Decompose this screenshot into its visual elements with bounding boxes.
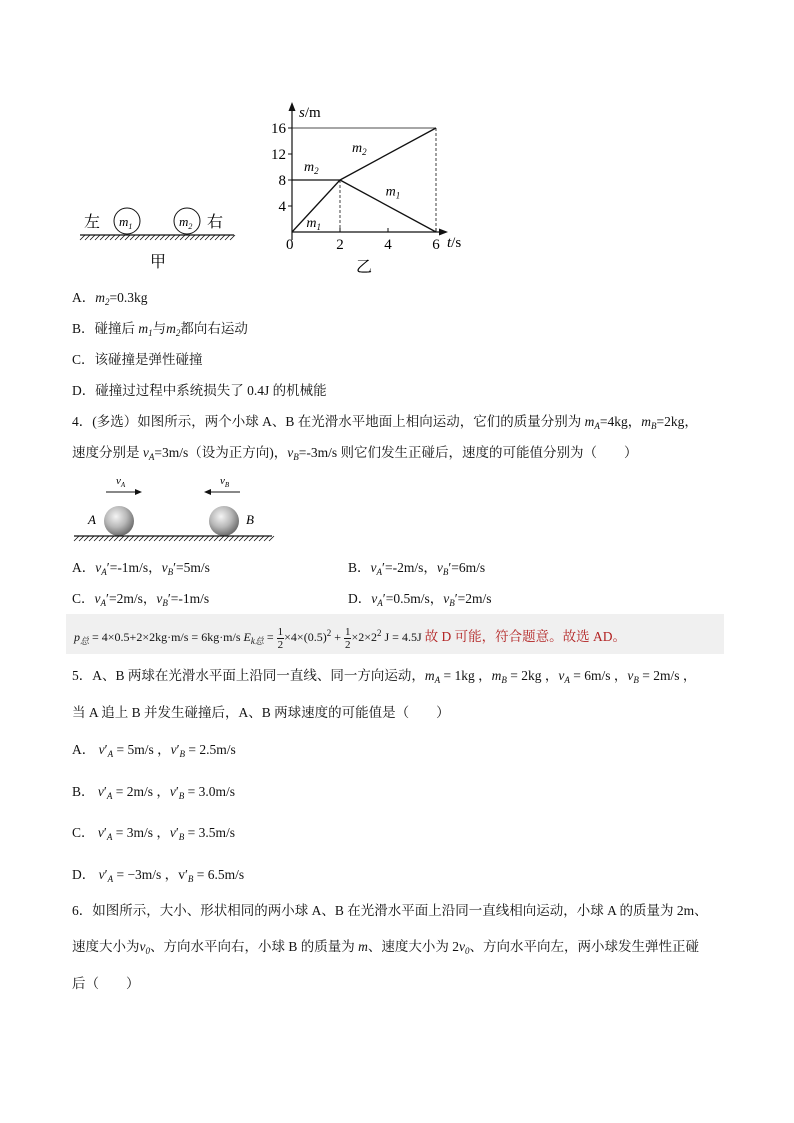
q5-stem-line1: 5．A、B 两球在光滑水平面上沿同一直线、同一方向运动，$m_A = 1kg$ ，$m_B = 2kg$ ，$v_A = 6m/s$ ，$v_B = 2m/s$ ，	[72, 668, 697, 685]
hatch-stroke	[125, 235, 130, 240]
hatch-stroke	[109, 536, 114, 541]
figure-jia	[70, 195, 245, 275]
y-axis-arrow	[289, 102, 296, 111]
q5-option-b: B． $v'_A = 2m/s$ ，$v'_B = 3.0m/s$	[72, 784, 236, 801]
hatch-stroke	[105, 235, 110, 240]
label-m1-before: $m_1$	[306, 215, 322, 232]
hatch-stroke	[95, 235, 100, 240]
hatch-stroke	[180, 235, 185, 240]
q6-stem-line3: 后（ ）	[72, 976, 140, 991]
hatch-stroke	[80, 235, 85, 240]
q3-option-a: A．$m_2=0.3kg$	[72, 290, 148, 307]
q4-ball-b	[209, 506, 239, 536]
hatch-stroke	[190, 235, 195, 240]
hatch-stroke	[175, 235, 180, 240]
hatch-stroke	[150, 235, 155, 240]
hatch-stroke	[174, 536, 179, 541]
hatch-stroke	[100, 235, 105, 240]
hatch-stroke	[264, 536, 269, 541]
ground-hatch	[80, 235, 235, 240]
hatch-stroke	[85, 235, 90, 240]
x-tick-label: 4	[384, 237, 392, 253]
y-tick-label: 8	[278, 173, 286, 189]
q4-figure	[70, 470, 280, 550]
label-left: 左	[84, 214, 101, 231]
origin-label: 0	[286, 237, 294, 253]
q5-option-d: D． $v'_A = -3m/s$ ，$v'_B = 6.5m/s$	[72, 867, 245, 884]
q4-vb-arrowhead	[204, 489, 211, 495]
hatch-stroke	[269, 536, 274, 541]
hatch-stroke	[230, 235, 235, 240]
q4-va-label: $v_A$	[116, 475, 126, 489]
label-right: 右	[207, 214, 224, 231]
hatch-stroke	[170, 235, 175, 240]
hatch-stroke	[229, 536, 234, 541]
figure-yi-chart	[262, 100, 477, 278]
q4-option-a: A．$v_A'=-1m/s$，$v_B'=5m/s$	[72, 560, 210, 577]
hatch-stroke	[160, 235, 165, 240]
hatch-stroke	[259, 536, 264, 541]
hatch-stroke	[159, 536, 164, 541]
hatch-stroke	[215, 235, 220, 240]
q4-va-arrowhead	[135, 489, 142, 495]
hatch-stroke	[254, 536, 259, 541]
hatch-stroke	[124, 536, 129, 541]
q6-stem-line2: 速度大小为$v_0$、方向水平向右，小球 B 的质量为 m、速度大小为 $2v_0$、方向水平向左，两小球发生弹性正碰	[72, 939, 700, 956]
hatch-stroke	[200, 235, 205, 240]
hatch-stroke	[130, 235, 135, 240]
q4-ball-b-label: B	[246, 512, 254, 527]
hatch-stroke	[225, 235, 230, 240]
x-tick-label: 2	[336, 237, 344, 253]
hatch-stroke	[140, 235, 145, 240]
q6-stem-line1: 6．如图所示，大小、形状相同的两小球 A、B 在光滑水平面上沿同一直线相向运动，小球 A 的质量为 2m、	[72, 903, 708, 918]
hatch-stroke	[224, 536, 229, 541]
hatch-stroke	[79, 536, 84, 541]
hatch-stroke	[165, 235, 170, 240]
q5-stem-line2: 当 A 追上 B 并发生碰撞后，A、B 两球速度的可能值是（ ）	[72, 705, 450, 720]
q4-option-d: D．$v_A'=0.5m/s$，$v_B'=2m/s$	[348, 591, 492, 608]
hatch-stroke	[120, 235, 125, 240]
hatch-stroke	[115, 235, 120, 240]
hatch-stroke	[90, 235, 95, 240]
hatch-stroke	[220, 235, 225, 240]
label-m1-after: $m_1$	[385, 184, 401, 201]
hatch-stroke	[145, 235, 150, 240]
caption-jia: 甲	[150, 254, 167, 271]
hatch-stroke	[134, 536, 139, 541]
q5-option-c: C． $v'_A = 3m/s$ ，$v'_B = 3.5m/s$	[72, 825, 236, 842]
caption-yi: 乙	[356, 259, 373, 276]
hatch-stroke	[104, 536, 109, 541]
hatch-stroke	[169, 536, 174, 541]
hatch-stroke	[179, 536, 184, 541]
q3-option-d: D．碰撞过过程中系统损失了 0.4J 的机械能	[72, 383, 327, 398]
q4-vb-label: $v_B$	[220, 475, 230, 489]
hatch-stroke	[135, 235, 140, 240]
ball-m1-label: $m_1$	[119, 214, 133, 231]
hatch-stroke	[195, 235, 200, 240]
hatch-stroke	[214, 536, 219, 541]
hatch-stroke	[209, 536, 214, 541]
hatch-stroke	[114, 536, 119, 541]
hatch-stroke	[74, 536, 79, 541]
hatch-stroke	[205, 235, 210, 240]
q4-solution: $p_总 = 4\times 0.5+2\times 2kg\cdot m/s = 6kg\cdot m/s$ $E_{k总}$ = $\frac{1}{2}$ $\times 4\times(0.5)^2$ + $\frac{1}{2}$ $\times 2\times 2^2$ J = 4.5J 故 D 可能，符合题意。故选 AD。	[74, 625, 626, 651]
hatch-stroke	[219, 536, 224, 541]
hatch-stroke	[164, 536, 169, 541]
hatch-stroke	[139, 536, 144, 541]
hatch-stroke	[129, 536, 134, 541]
hatch-stroke	[119, 536, 124, 541]
hatch-stroke	[155, 235, 160, 240]
y-axis-label: s/m	[299, 105, 321, 121]
hatch-stroke	[239, 536, 244, 541]
label-m2-before: $m_2$	[304, 159, 319, 176]
hatch-stroke	[110, 235, 115, 240]
hatch-stroke	[89, 536, 94, 541]
q4-ground-hatch	[74, 536, 274, 541]
hatch-stroke	[199, 536, 204, 541]
hatch-stroke	[194, 536, 199, 541]
q3-option-b: B．碰撞后 $m_1$与$m_2$都向右运动	[72, 321, 248, 338]
x-axis-label: t/s	[447, 235, 462, 251]
hatch-stroke	[149, 536, 154, 541]
hatch-stroke	[189, 536, 194, 541]
label-m2-after: $m_2$	[352, 141, 367, 158]
hatch-stroke	[99, 536, 104, 541]
hatch-stroke	[154, 536, 159, 541]
hatch-stroke	[144, 536, 149, 541]
q4-stem-line2: 速度分别是 $v_A=3m/s$（设为正方向)，$v_B=-3m/s$ 则它们发生正碰后，速度的可能值分别为（ ）	[72, 445, 638, 462]
q4-ball-a	[104, 506, 134, 536]
ball-m2-label: $m_2$	[179, 214, 193, 231]
x-tick-label: 6	[432, 237, 440, 253]
q5-option-a: A． $v'_A = 5m/s$ ，$v'_B = 2.5m/s$	[72, 742, 236, 759]
hatch-stroke	[185, 235, 190, 240]
q4-ball-a-label: A	[88, 512, 96, 527]
q4-option-b: B．$v_A'=-2m/s$，$v_B'=6m/s$	[348, 560, 486, 577]
hatch-stroke	[84, 536, 89, 541]
hatch-stroke	[234, 536, 239, 541]
q3-option-c: C．该碰撞是弹性碰撞	[72, 352, 203, 367]
hatch-stroke	[210, 235, 215, 240]
hatch-stroke	[244, 536, 249, 541]
y-tick-label: 16	[271, 121, 286, 137]
y-tick-label: 12	[271, 147, 286, 163]
hatch-stroke	[94, 536, 99, 541]
q4-option-c: C．$v_A'=2m/s$，$v_B'=-1m/s$	[72, 591, 210, 608]
q4-stem-line1: 4．(多选）如图所示，两个小球 A、B 在光滑水平地面上相向运动，它们的质量分别为 $m_A=4kg$，$m_B=2kg$，	[72, 414, 698, 431]
hatch-stroke	[249, 536, 254, 541]
hatch-stroke	[184, 536, 189, 541]
hatch-stroke	[204, 536, 209, 541]
y-tick-label: 4	[278, 199, 286, 215]
